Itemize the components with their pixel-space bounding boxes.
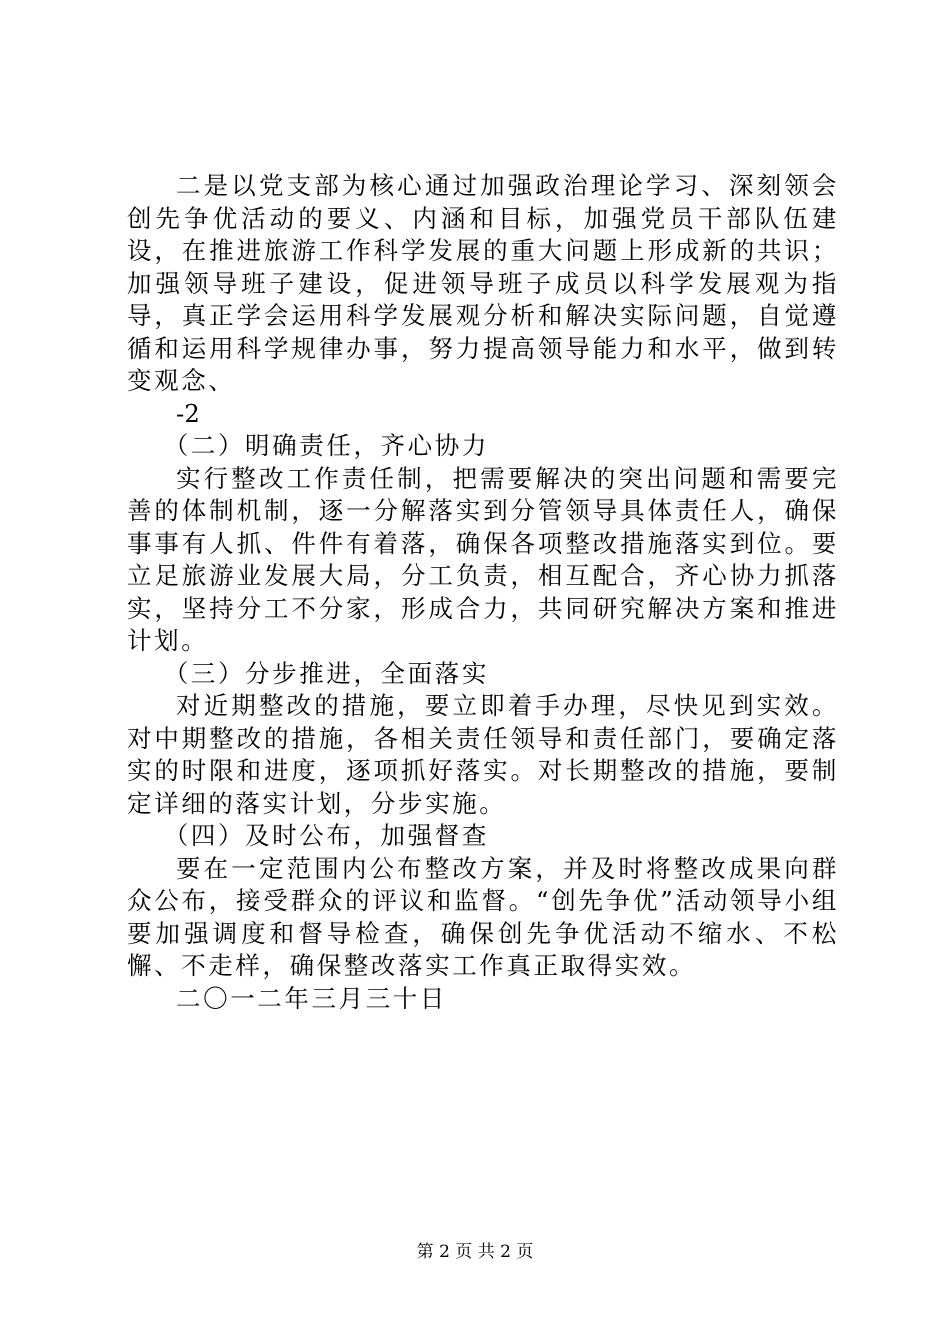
section-heading-3: （三）分步推进，全面落实	[163, 658, 489, 688]
page-marker: -2	[176, 398, 200, 428]
document-date: 二〇一二年三月三十日	[176, 983, 447, 1013]
paragraph-stepwise: 对近期整改的措施，要立即着手办理，尽快见到实效。对中期整改的措施，各相关责任领导和责任部门，要确定落实的时限和进度，逐项抓好落实。对长期整改的措施，要制定详细的落实计划，分步实施。	[127, 691, 839, 818]
section-heading-4: （四）及时公布，加强督查	[163, 821, 489, 850]
page-footer	[0, 1240, 950, 1264]
section-heading-2: （二）明确责任，齐心协力	[163, 431, 489, 460]
paragraph-leadership-building: 二是以党支部为核心通过加强政治理论学习、深刻领会创先争优活动的要义、内涵和目标，加强党员干部队伍建设，在推进旅游工作科学发展的重大问题上形成新的共识；加强领导班子建设，促进领导班子成员以科学发展观为指导，真正学会运用科学发展观分析和解决实际问题，自觉遵循和运用科学规律办事，努力提高领导能力和水平，做到转变观念、	[127, 171, 839, 395]
page-number-label: 第 2 页 共 2 页	[416, 1242, 534, 1262]
paragraph-publish: 要在一定范围内公布整改方案，并及时将整改成果向群众公布，接受群众的评议和监督。“创先争优”活动领导小组要加强调度和督导检查，确保创先争优活动不缩水、不松懈、不走样，确保整改落实工作真正取得实效。	[127, 853, 839, 980]
paragraph-responsibility: 实行整改工作责任制，把需要解决的突出问题和需要完善的体制机制，逐一分解落实到分管领导具体责任人，确保事事有人抓、件件有着落，确保各项整改措施落实到位。要立足旅游业发展大局，分工负责，相互配合，齐心协力抓落实，坚持分工不分家，形成合力，共同研究解决方案和推进计划。	[127, 463, 839, 655]
document-body	[127, 170, 839, 1015]
